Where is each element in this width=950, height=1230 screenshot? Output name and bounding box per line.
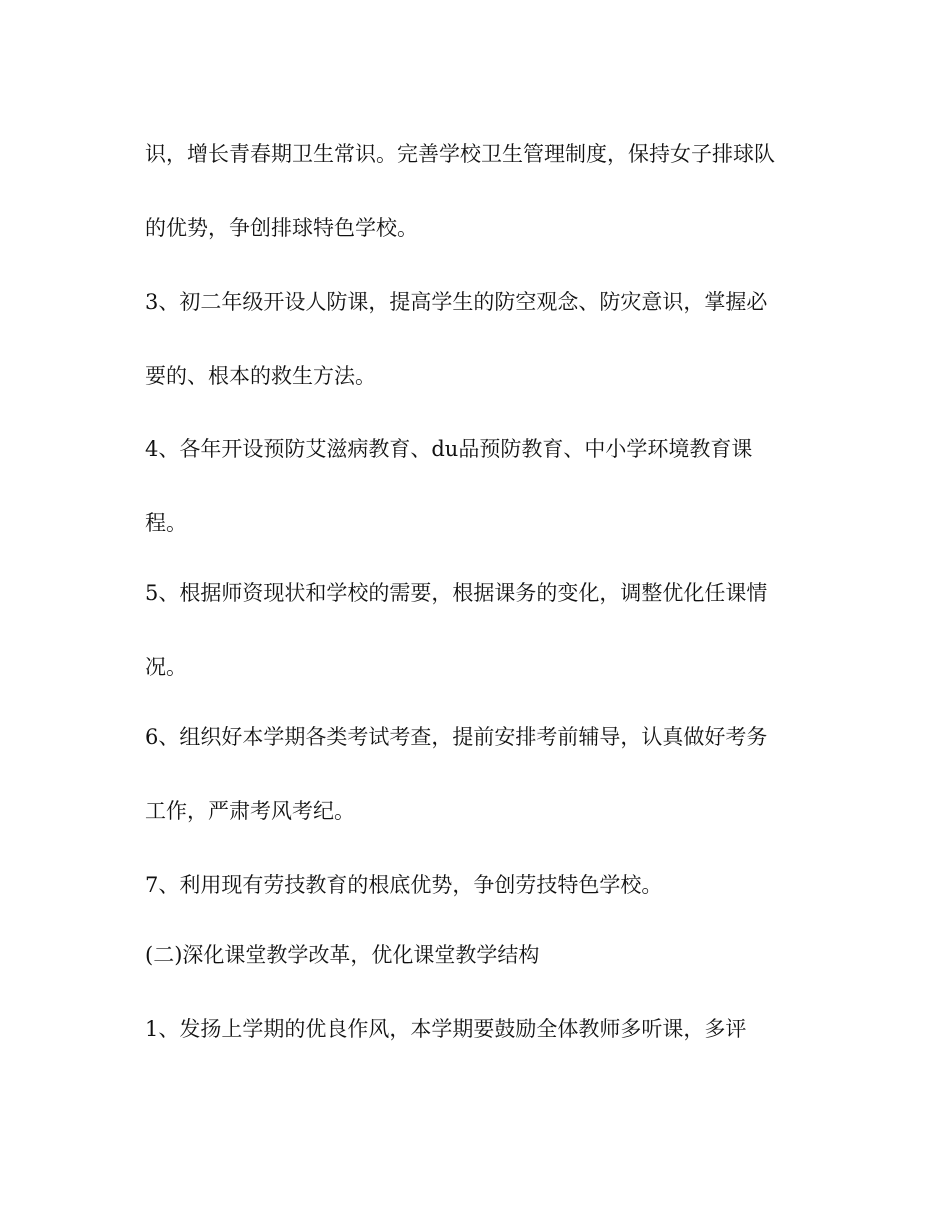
text-line: 识，增长青春期卫生常识。完善学校卫生管理制度，保持女子排球队	[145, 142, 775, 166]
text-line: 6、组织好本学期各类考试考查，提前安排考前辅导，认真做好考务	[145, 725, 768, 749]
text-line: 工作，严肃考风考纪。	[145, 799, 355, 823]
text-line: 程。	[145, 511, 187, 535]
text-line: 3、初二年级开设人防课，提高学生的防空观念、防灾意识，掌握必	[145, 290, 768, 314]
text-line: 况。	[145, 655, 187, 679]
text-line: 的优势，争创排球特色学校。	[145, 216, 418, 240]
text-line: 5、根据师资现状和学校的需要，根据课务的变化，调整优化任课情	[145, 581, 768, 605]
text-line: 要的、根本的救生方法。	[145, 364, 376, 388]
section-heading: (二)深化课堂教学改革，优化课堂教学结构	[145, 943, 540, 967]
text-line: 1、发扬上学期的优良作风，本学期要鼓励全体教师多听课，多评	[145, 1017, 747, 1041]
text-line: 4、各年开设预防艾滋病教育、du品预防教育、中小学环境教育课	[145, 437, 753, 461]
text-line: 7、利用现有劳技教育的根底优势，争创劳技特色学校。	[145, 873, 663, 897]
